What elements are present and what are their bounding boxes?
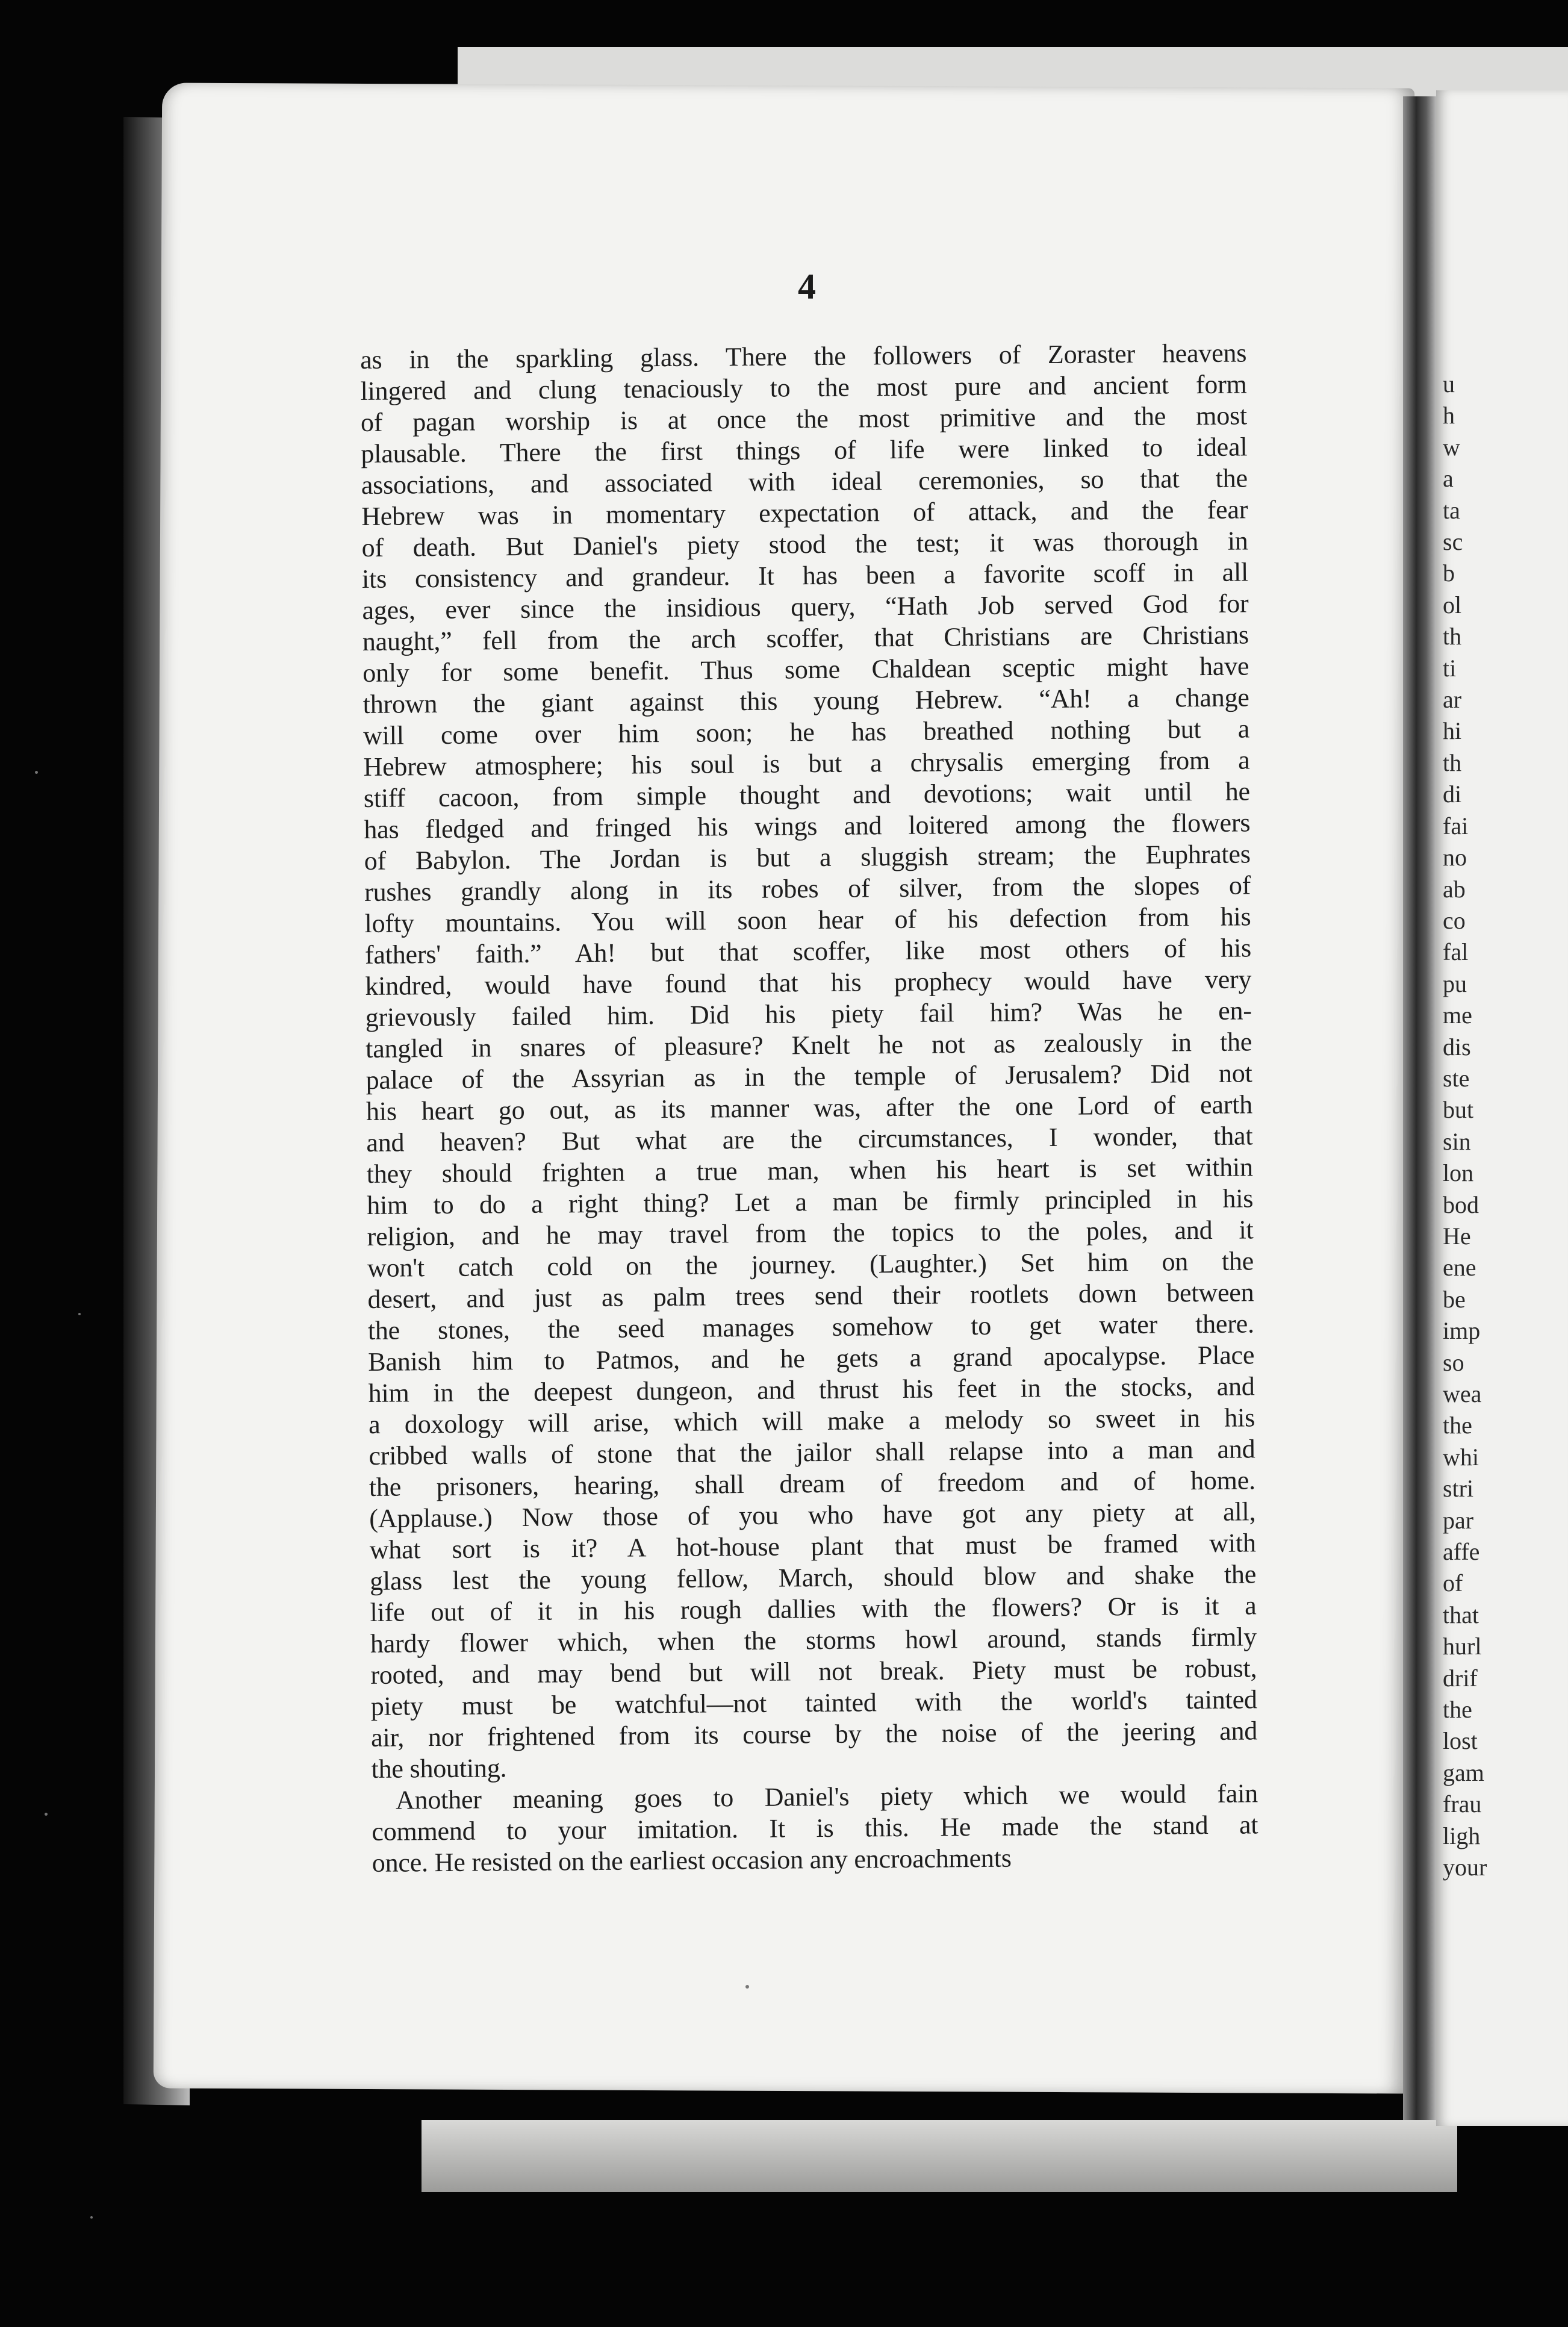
facing-page-fragment: affe xyxy=(1443,1538,1480,1566)
text-line: cribbed walls of stone that the jailor shall relapse into a man and xyxy=(369,1434,1255,1471)
facing-page-fragment: gam xyxy=(1443,1758,1484,1786)
text-line: air, nor frightened from its course by the noise of the jeering and xyxy=(370,1716,1258,1752)
facing-page-fragment: ene xyxy=(1443,1254,1476,1282)
facing-page-fragment: th xyxy=(1443,749,1462,776)
text-line: life out of it in his rough dallies with the flowers? Or is it a xyxy=(370,1590,1257,1627)
text-line: him to do a right thing? Let a man be firmly principled in his xyxy=(367,1183,1254,1220)
facing-page-fragment: ar xyxy=(1443,686,1462,714)
text-line: lofty mountains. You will soon hear of his defection from his xyxy=(364,902,1251,938)
facing-page-fragment: the xyxy=(1443,1696,1472,1724)
facing-page-fragment: lon xyxy=(1443,1159,1474,1187)
text-line: the prisoners, hearing, shall dream of freedom and of home. xyxy=(369,1465,1256,1502)
text-line: rushes grandly along in its robes of silver, from the slopes of xyxy=(364,870,1251,907)
facing-page-fragment: b xyxy=(1443,559,1455,587)
facing-page-fragment: u xyxy=(1443,370,1455,397)
scan-speck xyxy=(35,771,38,774)
facing-page-fragment: fai xyxy=(1443,812,1469,840)
text-line: (Applause.) Now those of you who have got any piety at all, xyxy=(369,1497,1256,1533)
text-line: rooted, and may bend but will not break. Piety must be robust, xyxy=(370,1653,1257,1690)
facing-page-fragment: pu xyxy=(1443,970,1467,997)
facing-page-fragment: dis xyxy=(1443,1033,1471,1061)
facing-page-fragment: wea xyxy=(1443,1380,1482,1407)
text-line: of pagan worship is at once the most primitive and the most xyxy=(360,400,1248,437)
text-line: palace of the Assyrian as in the temple of Jerusalem? Did not xyxy=(366,1058,1252,1095)
book-gutter xyxy=(1403,96,1436,2120)
text-line: and heaven? But what are the circumstances, I wonder, that xyxy=(366,1121,1253,1157)
scan-speck xyxy=(78,1313,81,1315)
facing-page-fragment: ta xyxy=(1443,496,1460,524)
facing-page-fragment: co xyxy=(1443,906,1466,934)
text-line: religion, and he may travel from the topics to the poles, and it xyxy=(367,1215,1254,1251)
text-line: the shouting. xyxy=(371,1753,507,1784)
text-line: Another meaning goes to Daniel's piety which we would fain xyxy=(395,1778,1258,1815)
text-line: won't catch cold on the journey. (Laughter.) Set him on the xyxy=(367,1246,1254,1283)
text-line: hardy flower which, when the storms howl around, stands firmly xyxy=(370,1622,1257,1659)
scan-speck xyxy=(45,1813,48,1816)
facing-page-fragment: di xyxy=(1443,780,1462,808)
facing-page-fragment: sc xyxy=(1443,528,1463,556)
body-text xyxy=(360,337,1258,1878)
text-line: a doxology will arise, which will make a melody so sweet in his xyxy=(368,1403,1255,1439)
facing-page-fragment: ti xyxy=(1443,654,1457,682)
text-line: of Babylon. The Jordan is but a sluggish stream; the Euphrates xyxy=(364,839,1251,876)
facing-page-fragment: bod xyxy=(1443,1191,1479,1218)
text-line: only for some benefit. Thus some Chaldean sceptic might have xyxy=(362,651,1249,688)
facing-page-fragment: frau xyxy=(1443,1790,1482,1818)
text-line: thrown the giant against this young Hebrew. “Ah! a change xyxy=(362,682,1249,719)
text-line: Hebrew was in momentary expectation of attack, and the fear xyxy=(361,494,1248,531)
text-line: they should frighten a true man, when his heart is set within xyxy=(366,1152,1253,1189)
text-line: Banish him to Patmos, and he gets a grand apocalypse. Place xyxy=(368,1340,1255,1377)
text-line: desert, and just as palm trees send their rootlets down between xyxy=(367,1277,1254,1314)
text-line: ages, ever since the insidious query, “Hath Job served God for xyxy=(362,588,1249,625)
text-line: associations, and associated with ideal ceremonies, so that the xyxy=(361,463,1248,500)
text-line: commend to your imitation. It is this. He made the stand at xyxy=(372,1810,1258,1846)
text-line: its consistency and grandeur. It has been a favorite scoff in all xyxy=(361,557,1249,594)
facing-page-fragment: your xyxy=(1443,1854,1487,1881)
text-line: his heart go out, as its manner was, after the one Lord of earth xyxy=(366,1089,1253,1126)
facing-page-fragment: drif xyxy=(1443,1664,1478,1692)
facing-page-fragment: w xyxy=(1443,433,1460,461)
facing-page-fragment: imp xyxy=(1443,1317,1481,1345)
text-line: stiff cacoon, from simple thought and devotions; wait until he xyxy=(363,776,1251,813)
scan-speck xyxy=(90,2216,93,2219)
text-line: will come over him soon; he has breathed nothing but a xyxy=(362,714,1250,750)
facing-page-fragment: me xyxy=(1443,1002,1472,1029)
facing-page-fragment: fal xyxy=(1443,938,1469,966)
text-line: what sort is it? A hot-house plant that must be framed with xyxy=(369,1528,1256,1565)
text-line: him in the deepest dungeon, and thrust his feet in the stocks, and xyxy=(368,1371,1255,1408)
facing-page-fragment: ste xyxy=(1443,1064,1470,1092)
facing-page-fragment: par xyxy=(1443,1506,1474,1534)
facing-page-fragment: of xyxy=(1443,1569,1463,1597)
facing-page-text-fragments xyxy=(1443,369,1568,1884)
facing-page-fragment: a xyxy=(1443,465,1454,493)
text-line: Hebrew atmosphere; his soul is but a chrysalis emerging from a xyxy=(363,745,1250,782)
text-line: plausable. There the first things of life were linked to ideal xyxy=(361,432,1248,469)
text-line: tangled in snares of pleasure? Knelt he not as zealously in the xyxy=(365,1027,1252,1064)
facing-page-fragment: h xyxy=(1443,402,1455,429)
text-line: grievously failed him. Did his piety fail him? Was he en- xyxy=(365,995,1252,1032)
text-line: lingered and clung tenaciously to the most pure and ancient form xyxy=(360,369,1247,406)
facing-page-fragment: be xyxy=(1443,1285,1466,1313)
facing-page-fragment: whi xyxy=(1443,1443,1479,1471)
text-line: glass lest the young fellow, March, should blow and shake the xyxy=(369,1559,1257,1596)
facing-page-fragment: so xyxy=(1443,1348,1464,1376)
page-number: 4 xyxy=(798,267,816,307)
facing-page-fragment: but xyxy=(1443,1096,1474,1124)
facing-page-fragment: no xyxy=(1443,844,1467,871)
facing-page-fragment: that xyxy=(1443,1601,1479,1628)
facing-page-fragment: th xyxy=(1443,623,1462,650)
text-line: once. He resisted on the earliest occasion any encroachments xyxy=(372,1843,1012,1878)
text-line: the stones, the seed manages somehow to get water there. xyxy=(367,1309,1255,1345)
facing-page-fragment: sin xyxy=(1443,1127,1471,1155)
facing-page-fragment: ol xyxy=(1443,591,1462,618)
text-line: piety must be watchful—not tainted with the world's tainted xyxy=(370,1684,1257,1721)
text-line: kindred, would have found that his prophecy would have very xyxy=(365,964,1252,1001)
page-speck xyxy=(745,1985,749,1989)
facing-page-fragment: lost xyxy=(1443,1727,1478,1755)
text-line: fathers' faith.” Ah! but that scoffer, like most others of his xyxy=(364,933,1252,970)
text-line: naught,” fell from the arch scoffer, that Christians are Christians xyxy=(362,620,1249,656)
facing-page-fragment: stri xyxy=(1443,1475,1474,1503)
facing-page-fragment: He xyxy=(1443,1222,1471,1250)
text-line: as in the sparkling glass. There the followers of Zoraster heavens xyxy=(360,338,1247,375)
text-line: has fledged and fringed his wings and loitered among the flowers xyxy=(364,808,1251,844)
facing-page-fragment: hurl xyxy=(1443,1633,1482,1660)
text-line: of death. But Daniel's piety stood the test; it was thorough in xyxy=(361,526,1248,562)
facing-page-fragment: ligh xyxy=(1443,1822,1481,1849)
back-sheet-bottom-edge xyxy=(422,2120,1457,2192)
facing-page-fragment: the xyxy=(1443,1412,1472,1439)
facing-page-fragment: ab xyxy=(1443,875,1466,903)
facing-page-fragment: hi xyxy=(1443,717,1462,745)
